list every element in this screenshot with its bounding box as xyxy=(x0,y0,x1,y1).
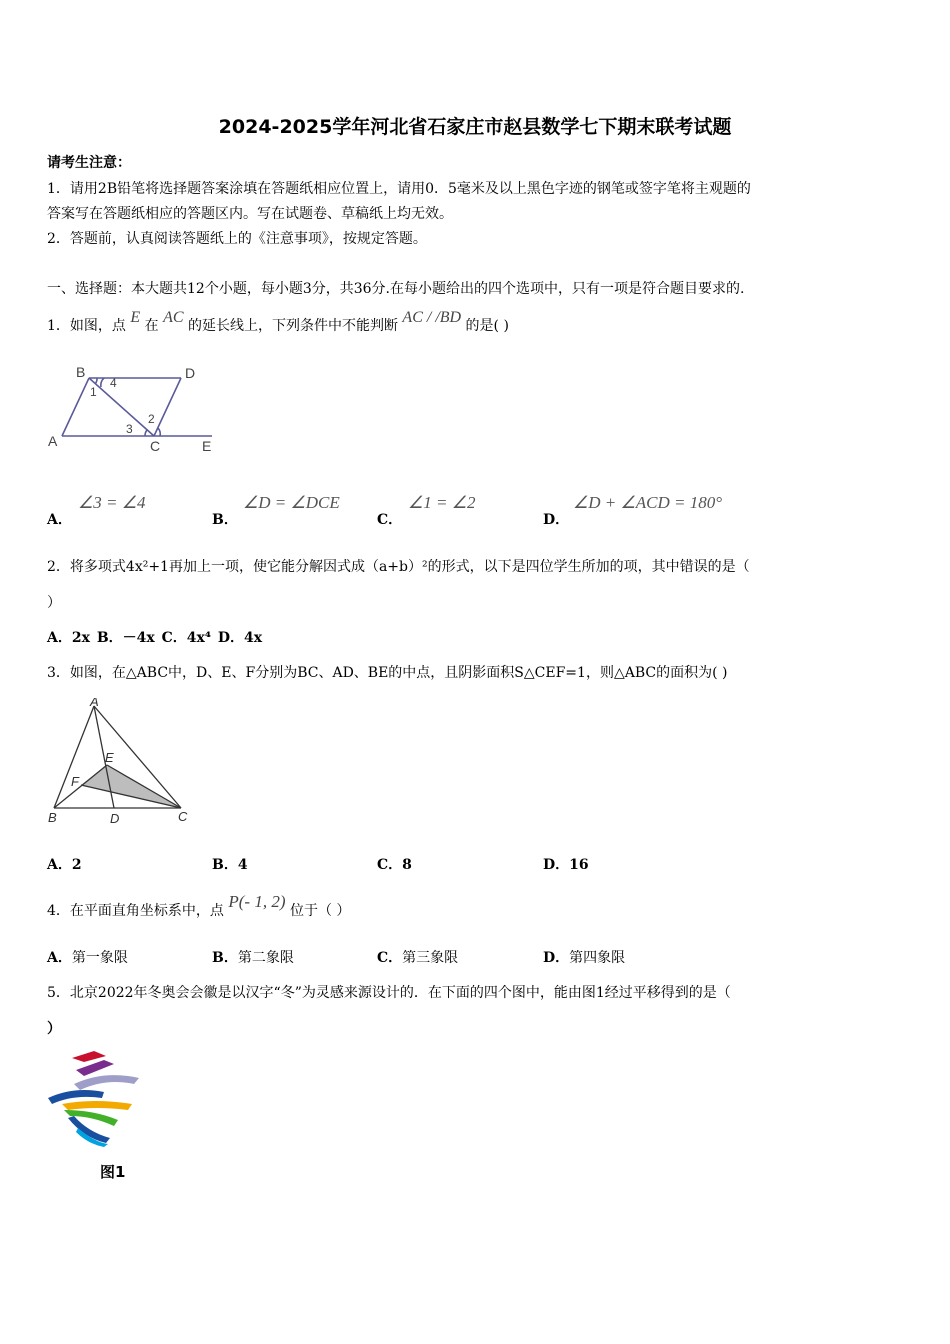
q4-option-a[interactable]: A．第一象限 xyxy=(47,950,128,966)
point-e: E xyxy=(130,309,141,326)
question-2-close: ） xyxy=(47,595,61,611)
q3-option-b[interactable]: B．4 xyxy=(212,857,248,873)
q1-figure xyxy=(44,360,224,455)
question-4: 4．在平面直角坐标系中，点 P(- 1, 2) 位于（ ） xyxy=(47,892,351,919)
q1-option-a-label: A． xyxy=(47,512,72,528)
q1-option-d-label: D． xyxy=(543,512,570,528)
q4-option-b[interactable]: B．第二象限 xyxy=(212,950,294,966)
label-e: E xyxy=(202,438,212,454)
q1-option-b[interactable]: ∠D = ∠DCE xyxy=(243,493,340,512)
question-3: 3．如图，在△ABC中，D、E、F分别为BC、AD、BE的中点，且阴影面积S△CEF=1，则△ABC的面积为( ) xyxy=(47,665,728,681)
line-ac: AC xyxy=(163,309,184,326)
angle-3: 3 xyxy=(126,422,133,436)
label-d: D xyxy=(110,811,120,826)
label-a: A xyxy=(90,698,99,709)
olympic-emblem-figure xyxy=(44,1048,144,1148)
q1-option-d[interactable]: ∠D + ∠ACD = 180° xyxy=(573,493,722,512)
angle-4: 4 xyxy=(110,376,117,390)
question-1: 1．如图，点 E 在 AC 的延长线上，下列条件中不能判断 AC / /BD 的是( ) xyxy=(47,309,509,334)
q3-option-a[interactable]: A．2 xyxy=(47,857,82,873)
notice-item-1b: 答案写在答题纸相应的答题区内。写在试题卷、草稿纸上均无效。 xyxy=(47,206,453,222)
section-heading: 一、选择题：本大题共12个小题，每小题3分，共36分.在每小题给出的四个选项中，只有一项是符合题目要求的. xyxy=(47,281,745,297)
q1-option-b-label: B． xyxy=(212,512,238,528)
q4-option-c[interactable]: C．第三象限 xyxy=(377,950,459,966)
q1-option-a[interactable]: ∠3 = ∠4 xyxy=(78,493,146,512)
label-c: C xyxy=(178,809,188,824)
label-f: F xyxy=(71,774,79,789)
label-e: E xyxy=(105,750,114,765)
label-b: B xyxy=(76,364,86,380)
parallel-acbd: AC / /BD xyxy=(402,309,462,326)
q3-figure xyxy=(44,698,194,828)
q4-option-d[interactable]: D．第四象限 xyxy=(543,950,626,966)
question-5: 5．北京2022年冬奥会会徽是以汉字“冬”为灵感来源设计的．在下面的四个图中，能由图1经过平移得到的是（ xyxy=(47,985,731,1001)
label-a: A xyxy=(48,433,58,449)
figure-caption: 图1 xyxy=(100,1163,126,1181)
label-c: C xyxy=(150,438,161,454)
label-d: D xyxy=(185,365,196,381)
q2-options[interactable]: A．2x B．－4x C．4x⁴ D．4x xyxy=(47,630,263,646)
q3-option-d[interactable]: D．16 xyxy=(543,857,589,873)
question-2: 2．将多项式4x²+1再加上一项，使它能分解因式成（a+b）²的形式，以下是四位学生所加的项，其中错误的是（ xyxy=(47,559,750,575)
notice-heading: 请考生注意： xyxy=(47,155,131,171)
notice-item-1a: 1．请用2B铅笔将选择题答案涂填在答题纸相应位置上，请用0．5毫米及以上黑色字迹的钢笔或签字笔将主观题的 xyxy=(47,181,751,197)
q3-option-c[interactable]: C．8 xyxy=(377,857,412,873)
q1-option-c-label: C． xyxy=(377,512,403,528)
question-5-close: ） xyxy=(47,1021,61,1037)
q1-option-c[interactable]: ∠1 = ∠2 xyxy=(408,493,476,512)
notice-item-2: 2．答题前，认真阅读答题纸上的《注意事项》，按规定答题。 xyxy=(47,231,427,247)
angle-1: 1 xyxy=(90,385,97,399)
angle-2: 2 xyxy=(148,412,155,426)
point-p: P(- 1, 2) xyxy=(228,892,286,911)
label-b: B xyxy=(48,810,57,825)
page-title: 2024-2025学年河北省石家庄市赵县数学七下期末联考试题 xyxy=(218,116,732,138)
